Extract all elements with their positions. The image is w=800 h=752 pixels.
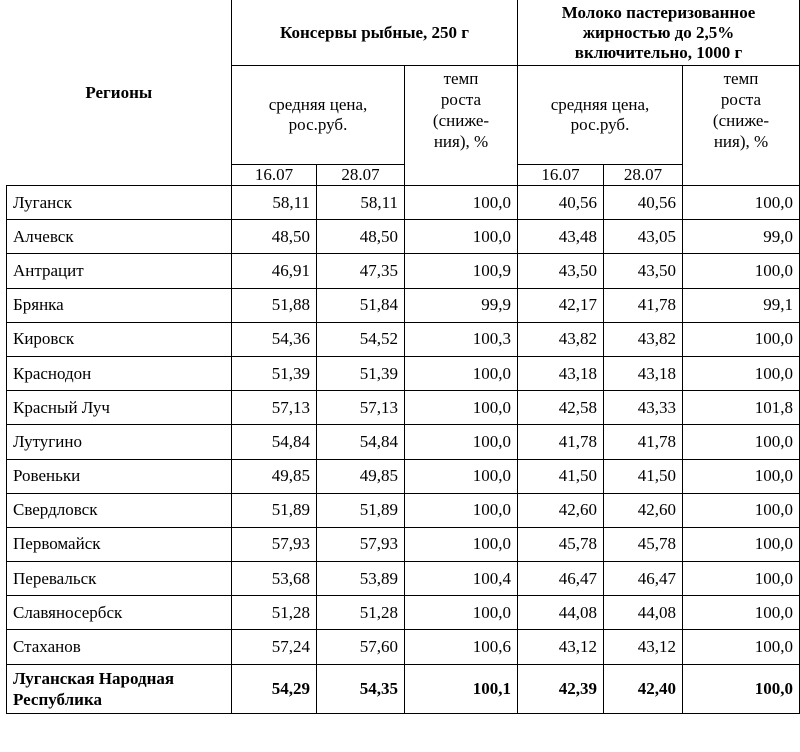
fish-price-1607-cell: 48,50	[232, 220, 317, 254]
milk-price-2807-cell: 43,50	[604, 254, 683, 288]
total-milk-growth-rate-cell: 100,0	[683, 664, 800, 713]
milk-price-1607-cell: 46,47	[518, 562, 604, 596]
fish-price-1607-cell: 51,89	[232, 493, 317, 527]
fish-price-2807-cell: 51,84	[317, 288, 405, 322]
milk-price-2807-cell: 45,78	[604, 527, 683, 561]
table-row	[7, 391, 800, 425]
fish-growth-rate-cell: 99,9	[405, 288, 518, 322]
total-fish-price-1607-cell: 54,29	[232, 664, 317, 713]
milk-date-1: 16.07	[518, 165, 604, 186]
table-row	[7, 322, 800, 356]
milk-growth-rate-cell: 100,0	[683, 493, 800, 527]
milk-growth-rate-cell: 99,0	[683, 220, 800, 254]
table-row	[7, 527, 800, 561]
milk-price-2807-cell: 44,08	[604, 596, 683, 630]
fish-growth-rate-header: темп роста (сниже-ния), %	[405, 66, 518, 186]
fish-price-2807-cell: 48,50	[317, 220, 405, 254]
table-row	[7, 596, 800, 630]
milk-price-2807-cell: 43,18	[604, 356, 683, 390]
fish-price-1607-cell: 51,88	[232, 288, 317, 322]
header-row-1	[7, 0, 800, 66]
fish-price-1607-cell: 54,84	[232, 425, 317, 459]
fish-growth-rate-cell: 100,0	[405, 459, 518, 493]
fish-growth-rate-cell: 100,4	[405, 562, 518, 596]
total-fish-growth-rate-cell: 100,1	[405, 664, 518, 713]
table-row	[7, 493, 800, 527]
milk-price-2807-cell: 43,33	[604, 391, 683, 425]
milk-price-1607-cell: 43,12	[518, 630, 604, 664]
table-row	[7, 288, 800, 322]
region-cell: Алчевск	[7, 220, 232, 254]
total-milk-price-1607-cell: 42,39	[518, 664, 604, 713]
milk-price-2807-cell: 40,56	[604, 186, 683, 220]
fish-date-2: 28.07	[317, 165, 405, 186]
region-cell: Кировск	[7, 322, 232, 356]
fish-price-2807-cell: 49,85	[317, 459, 405, 493]
milk-avg-price-header: средняя цена, рос.руб.	[518, 66, 683, 165]
milk-growth-rate-cell: 100,0	[683, 527, 800, 561]
fish-price-1607-cell: 49,85	[232, 459, 317, 493]
fish-growth-rate-cell: 100,6	[405, 630, 518, 664]
fish-price-2807-cell: 58,11	[317, 186, 405, 220]
table-row	[7, 220, 800, 254]
table-row	[7, 459, 800, 493]
table-row	[7, 562, 800, 596]
fish-growth-rate-cell: 100,0	[405, 493, 518, 527]
milk-price-1607-cell: 43,82	[518, 322, 604, 356]
milk-price-1607-cell: 43,18	[518, 356, 604, 390]
region-cell: Свердловск	[7, 493, 232, 527]
fish-price-2807-cell: 57,93	[317, 527, 405, 561]
milk-growth-rate-header: темп роста (сниже-ния), %	[683, 66, 800, 186]
fish-growth-rate-cell: 100,0	[405, 527, 518, 561]
table-row	[7, 425, 800, 459]
total-milk-price-2807-cell: 42,40	[604, 664, 683, 713]
region-cell: Луганск	[7, 186, 232, 220]
milk-price-2807-cell: 42,60	[604, 493, 683, 527]
milk-price-1607-cell: 45,78	[518, 527, 604, 561]
milk-growth-rate-cell: 100,0	[683, 356, 800, 390]
total-row	[7, 664, 800, 713]
milk-price-2807-cell: 43,12	[604, 630, 683, 664]
fish-price-2807-cell: 53,89	[317, 562, 405, 596]
milk-price-1607-cell: 44,08	[518, 596, 604, 630]
fish-price-2807-cell: 54,84	[317, 425, 405, 459]
fish-price-1607-cell: 51,39	[232, 356, 317, 390]
milk-price-1607-cell: 40,56	[518, 186, 604, 220]
milk-price-1607-cell: 41,50	[518, 459, 604, 493]
region-cell: Ровеньки	[7, 459, 232, 493]
fish-group-header: Консервы рыбные, 250 г	[232, 0, 518, 66]
milk-growth-rate-cell: 100,0	[683, 630, 800, 664]
fish-price-2807-cell: 51,28	[317, 596, 405, 630]
fish-growth-rate-cell: 100,0	[405, 425, 518, 459]
milk-group-header: Молоко пастеризованное жирностью до 2,5% включительно, 1000 г	[518, 0, 800, 66]
fish-price-1607-cell: 58,11	[232, 186, 317, 220]
fish-price-1607-cell: 57,13	[232, 391, 317, 425]
fish-avg-price-header: средняя цена, рос.руб.	[232, 66, 405, 165]
fish-price-1607-cell: 46,91	[232, 254, 317, 288]
fish-price-1607-cell: 57,93	[232, 527, 317, 561]
milk-growth-rate-cell: 100,0	[683, 254, 800, 288]
milk-growth-rate-cell: 99,1	[683, 288, 800, 322]
milk-price-1607-cell: 42,58	[518, 391, 604, 425]
region-cell: Стаханов	[7, 630, 232, 664]
region-cell: Первомайск	[7, 527, 232, 561]
milk-price-2807-cell: 41,78	[604, 425, 683, 459]
fish-growth-rate-cell: 100,0	[405, 596, 518, 630]
total-region-cell: Луганская Народная Республика	[7, 664, 232, 713]
fish-growth-rate-cell: 100,3	[405, 322, 518, 356]
fish-price-1607-cell: 57,24	[232, 630, 317, 664]
fish-growth-rate-cell: 100,0	[405, 356, 518, 390]
fish-growth-rate-cell: 100,0	[405, 391, 518, 425]
total-fish-price-2807-cell: 54,35	[317, 664, 405, 713]
fish-price-2807-cell: 51,39	[317, 356, 405, 390]
fish-growth-rate-cell: 100,0	[405, 186, 518, 220]
fish-price-2807-cell: 47,35	[317, 254, 405, 288]
fish-price-1607-cell: 51,28	[232, 596, 317, 630]
milk-price-1607-cell: 42,60	[518, 493, 604, 527]
regions-header: Регионы	[7, 0, 232, 186]
fish-growth-rate-cell: 100,9	[405, 254, 518, 288]
fish-price-1607-cell: 54,36	[232, 322, 317, 356]
milk-date-2: 28.07	[604, 165, 683, 186]
milk-growth-rate-cell: 100,0	[683, 596, 800, 630]
milk-growth-rate-cell: 100,0	[683, 562, 800, 596]
fish-price-2807-cell: 57,60	[317, 630, 405, 664]
milk-price-2807-cell: 41,78	[604, 288, 683, 322]
milk-growth-rate-cell: 100,0	[683, 425, 800, 459]
table-row	[7, 356, 800, 390]
milk-growth-rate-cell: 101,8	[683, 391, 800, 425]
milk-growth-rate-cell: 100,0	[683, 186, 800, 220]
fish-price-2807-cell: 57,13	[317, 391, 405, 425]
milk-price-2807-cell: 43,05	[604, 220, 683, 254]
fish-price-2807-cell: 54,52	[317, 322, 405, 356]
milk-growth-rate-cell: 100,0	[683, 322, 800, 356]
milk-price-1607-cell: 43,50	[518, 254, 604, 288]
fish-price-1607-cell: 53,68	[232, 562, 317, 596]
milk-price-2807-cell: 46,47	[604, 562, 683, 596]
table-body	[7, 0, 800, 713]
region-cell: Антрацит	[7, 254, 232, 288]
milk-price-2807-cell: 43,82	[604, 322, 683, 356]
region-cell: Славяносербск	[7, 596, 232, 630]
region-cell: Краснодон	[7, 356, 232, 390]
region-cell: Лутугино	[7, 425, 232, 459]
fish-date-1: 16.07	[232, 165, 317, 186]
table-row	[7, 254, 800, 288]
fish-price-2807-cell: 51,89	[317, 493, 405, 527]
region-cell: Брянка	[7, 288, 232, 322]
milk-price-1607-cell: 42,17	[518, 288, 604, 322]
milk-price-2807-cell: 41,50	[604, 459, 683, 493]
fish-growth-rate-cell: 100,0	[405, 220, 518, 254]
price-table	[6, 0, 800, 714]
table-row	[7, 186, 800, 220]
table-row	[7, 630, 800, 664]
region-cell: Перевальск	[7, 562, 232, 596]
milk-price-1607-cell: 41,78	[518, 425, 604, 459]
milk-growth-rate-cell: 100,0	[683, 459, 800, 493]
milk-price-1607-cell: 43,48	[518, 220, 604, 254]
region-cell: Красный Луч	[7, 391, 232, 425]
